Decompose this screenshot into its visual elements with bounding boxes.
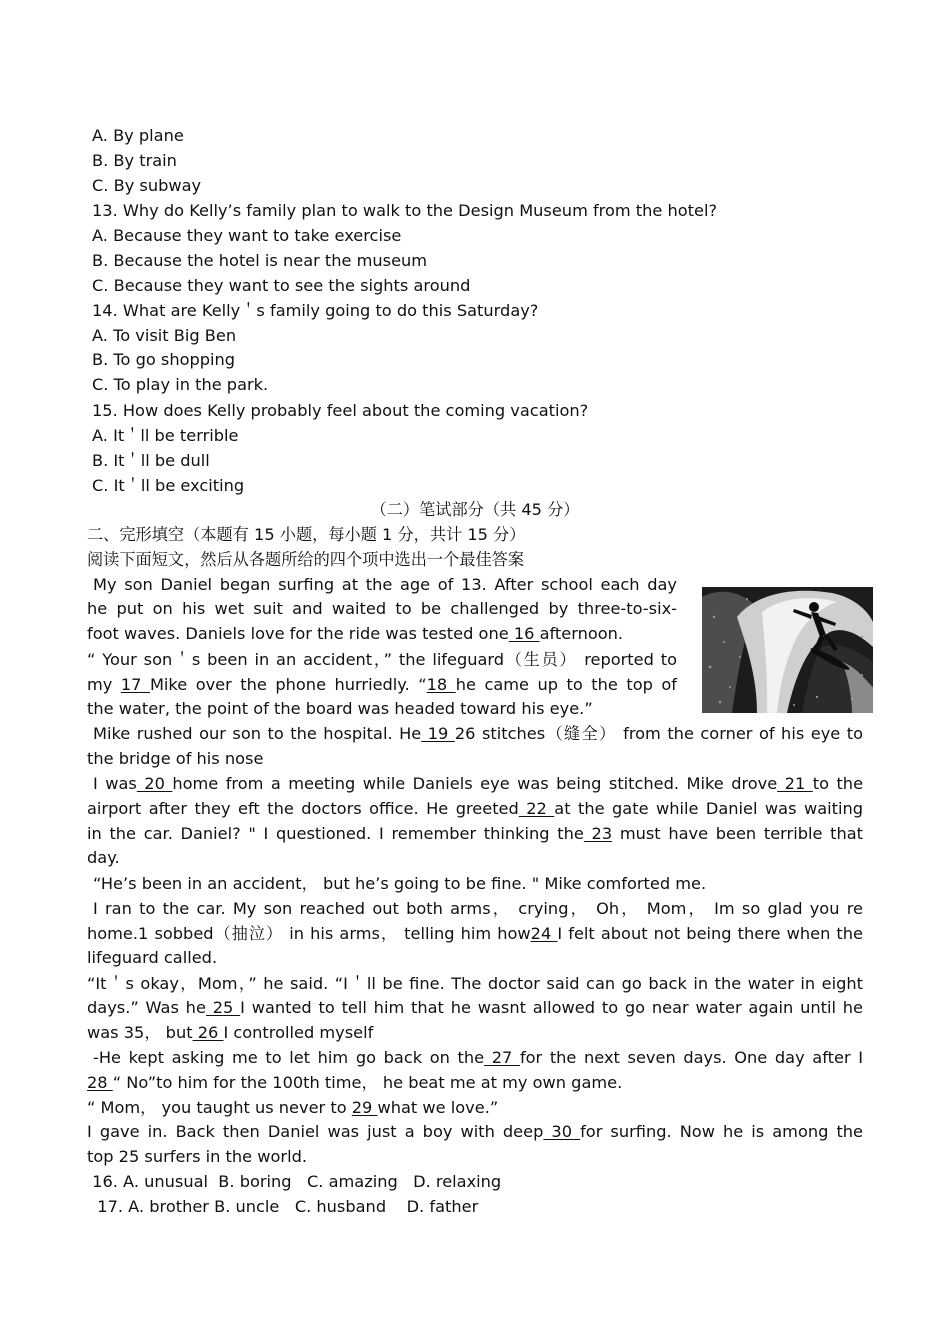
- answer-option: B. To go shopping: [92, 350, 236, 369]
- blank-24: 24: [530, 924, 558, 943]
- passage-text: lifeguard called.: [87, 948, 218, 967]
- passage-text: I controlled myself: [223, 1023, 374, 1042]
- question-text: 15. How does Kelly probably feel about the coming vacation?: [92, 401, 589, 420]
- blank-28: 28: [87, 1073, 113, 1092]
- passage-text: My son Daniel began surfing at the age of 13. After school each day: [93, 575, 677, 594]
- passage-line: [87, 698, 677, 720]
- blank-16: 16: [508, 624, 540, 643]
- passage-text: -He kept asking me to let him go back on the: [93, 1048, 485, 1067]
- blank-26: 26: [192, 1023, 224, 1042]
- passage-line: [87, 1072, 863, 1094]
- answer-option: C. By subway: [92, 176, 202, 195]
- passage-line: [87, 574, 677, 596]
- passage-text: home from a meeting while Daniels eye was being stitched. Mike drove: [172, 774, 778, 793]
- passage-line: [87, 1146, 863, 1168]
- passage-text: he put on his wet suit and waited to be challenged by three-to-six-: [87, 599, 677, 618]
- answer-option: A. It＇ll be terrible: [92, 426, 239, 445]
- blank-22: 22: [518, 799, 555, 818]
- answer-option: B. Because the hotel is near the museum: [92, 251, 428, 270]
- passage-text: my: [87, 675, 121, 694]
- passage-line: [87, 873, 863, 895]
- answer-option: B. It＇ll be dull: [92, 451, 210, 470]
- passage-line: [87, 973, 863, 995]
- passage-text: days.” Was he: [87, 998, 206, 1017]
- blank-27: 27: [484, 1048, 520, 1067]
- cloze-title: 二、完形填空（本题有 15 小题，每小题 1 分，共计 15 分）: [87, 525, 526, 544]
- passage-text: “It＇s okay，Mom，” he said. “I＇ll be fine. The doctor said can go back in the water in eight: [87, 974, 863, 993]
- passage-line: [87, 947, 863, 969]
- passage-text: the bridge of his nose: [87, 749, 264, 768]
- blank-30: 30: [543, 1122, 581, 1141]
- passage-line: [87, 1047, 863, 1069]
- blank-18: 18: [426, 675, 456, 694]
- question-text: 13. Why do Kelly’s family plan to walk to the Design Museum from the hotel?: [92, 201, 718, 220]
- passage-text: I wanted to tell him that he wasnt allowed to go near water again until he: [240, 998, 863, 1017]
- passage-line: [87, 748, 863, 770]
- cloze-option-line: 17. A. brother B. uncle C. husband D. father: [87, 1197, 479, 1216]
- passage-line: [87, 823, 863, 845]
- blank-29: 29: [351, 1098, 378, 1117]
- passage-text: to the: [812, 774, 864, 793]
- question-text: 14. What are Kelly＇s family going to do this Saturday?: [92, 301, 539, 320]
- passage-text: “He’s been in an accident， but he’s going to be fine. " Mike comforted me.: [93, 874, 707, 893]
- passage-line: [87, 623, 677, 645]
- passage-text: in the car. Daniel? " I questioned. I remember thinking the: [87, 824, 584, 843]
- answer-option: A. Because they want to take exercise: [92, 226, 402, 245]
- blank-19: 19: [421, 724, 455, 743]
- passage-line: [87, 649, 677, 671]
- passage-text: I was: [93, 774, 137, 793]
- passage-text: at the gate while Daniel was waiting: [554, 799, 864, 818]
- passage-text: for the next seven days. One day after I: [519, 1048, 863, 1067]
- passage-text: home.1 sobbed（抽泣） in his arms， telling him how: [87, 924, 531, 943]
- blank-20: 20: [136, 774, 173, 793]
- passage-text: I gave in. Back then Daniel was just a boy with deep: [87, 1122, 544, 1141]
- passage-text: airport after they eft the doctors office. He greeted: [87, 799, 519, 818]
- passage-text: Mike rushed our son to the hospital. He: [93, 724, 422, 743]
- passage-text: he came up to the top of: [455, 675, 677, 694]
- passage-text: I ran to the car. My son reached out both arms， crying， Oh， Mom， Im so glad you re: [93, 899, 863, 918]
- answer-option: B. By train: [92, 151, 177, 170]
- passage-text: “ No”to him for the 100th time， he beat me at my own game.: [112, 1073, 623, 1092]
- passage-text: “ Mom， you taught us never to: [87, 1098, 352, 1117]
- answer-option: C. It＇ll be exciting: [92, 476, 245, 495]
- cloze-option-line: 16. A. unusual B. boring C. amazing D. relaxing: [87, 1172, 502, 1191]
- answer-option: C. To play in the park.: [92, 375, 269, 394]
- passage-text: Mike over the phone hurriedly. “: [149, 675, 427, 694]
- blank-17: 17: [120, 675, 150, 694]
- passage-text: was 35， but: [87, 1023, 193, 1042]
- passage-text: 26 stitches（缝全） from the corner of his eye to: [454, 724, 864, 743]
- answer-option: C. Because they want to see the sights around: [92, 276, 471, 295]
- passage-line: [87, 773, 863, 795]
- passage-text: for surfing. Now he is among the: [580, 1122, 864, 1141]
- blank-25: 25: [205, 998, 241, 1017]
- passage-text: afternoon.: [539, 624, 624, 643]
- passage-line: [87, 847, 863, 869]
- passage-line: [87, 674, 677, 696]
- passage-text: what we love.”: [377, 1098, 499, 1117]
- passage-text: foot waves. Daniels love for the ride was tested one: [87, 624, 509, 643]
- surfer-photo: [702, 587, 873, 713]
- answer-option: A. By plane: [92, 126, 184, 145]
- passage-line: [87, 723, 863, 745]
- blank-21: 21: [777, 774, 813, 793]
- passage-line: [87, 997, 863, 1019]
- passage-line: [87, 1097, 863, 1119]
- cloze-instruction: 阅读下面短文，然后从各题所给的四个项中选出一个最佳答案: [87, 550, 525, 569]
- passage-text: day.: [87, 848, 120, 867]
- passage-line: [87, 1121, 863, 1143]
- passage-text: must have been terrible that: [612, 824, 863, 843]
- passage-text: the water, the point of the board was headed toward his eye.”: [87, 699, 593, 718]
- blank-23: 23: [583, 824, 613, 843]
- passage-text: “ Your son＇s been in an accident，” the lifeguard（生员） reported to: [87, 650, 677, 669]
- section-heading: （二）笔试部分（共 45 分）: [370, 500, 580, 519]
- passage-line: [87, 1022, 863, 1044]
- passage-text: top 25 surfers in the world.: [87, 1147, 307, 1166]
- passage-line: [87, 798, 863, 820]
- passage-text: I felt about not being there when the: [557, 924, 863, 943]
- answer-option: A. To visit Big Ben: [92, 326, 237, 345]
- passage-line: [87, 923, 863, 945]
- passage-line: [87, 598, 677, 620]
- passage-line: [87, 898, 863, 920]
